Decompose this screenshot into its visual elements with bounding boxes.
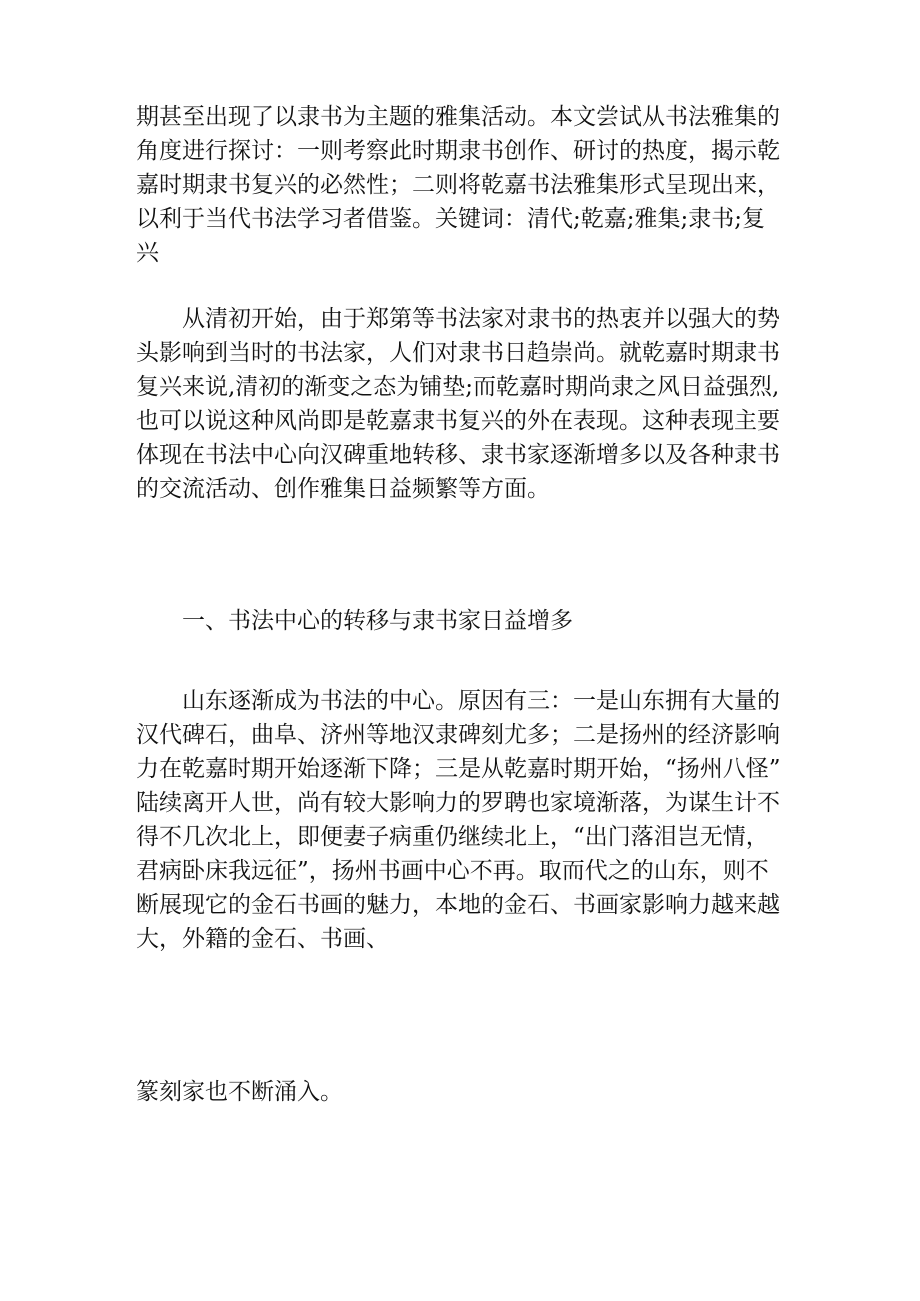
text-line: 君病卧床我远征”，扬州书画中心不再。取而代之的山东，则不 [136, 858, 769, 884]
text-line: 从清初开始，由于郑第等书法家对隶书的热衷并以强大的势 [136, 306, 780, 332]
text-line: 断展现它的金石书画的魅力，本地的金石、书画家影响力越来越 [136, 892, 780, 918]
text-line: 也可以说这种风尚即是乾嘉隶书复兴的外在表现。这种表现主要 [136, 408, 780, 434]
text-line: 力在乾嘉时期开始逐渐下降；三是从乾嘉时期开始，“扬州八怪” [136, 756, 781, 782]
section-heading [136, 604, 796, 638]
text-line: 篆刻家也不断涌入。 [136, 1079, 343, 1105]
text-line: 嘉时期隶书复兴的必然性；二则将乾嘉书法雅集形式呈现出来， [136, 172, 780, 198]
body-paragraph [136, 1075, 796, 1109]
text-line: 汉代碑石，曲阜、济州等地汉隶碑刻尤多；二是扬州的经济影响 [136, 722, 780, 748]
text-line: 的交流活动、创作雅集日益频繁等方面。 [136, 476, 550, 502]
text-line: 兴 [136, 240, 159, 266]
text-line: 以利于当代书法学习者借鉴。关键词：清代;乾嘉;雅集;隶书;复 [136, 206, 765, 232]
text-line: 山东逐渐成为书法的中心。原因有三：一是山东拥有大量的 [136, 688, 780, 714]
abstract-paragraph [136, 100, 796, 270]
text-line: 陆续离开人世，尚有较大影响力的罗聘也家境渐落，为谋生计不 [136, 790, 780, 816]
text-line: 体现在书法中心向汉碑重地转移、隶书家逐渐增多以及各种隶书 [136, 442, 780, 468]
text-line: 角度进行探讨：一则考察此时期隶书创作、研讨的热度，揭示乾 [136, 138, 780, 164]
body-paragraph [136, 302, 796, 506]
text-line: 头影响到当时的书法家，人们对隶书日趋崇尚。就乾嘉时期隶书 [136, 340, 780, 366]
text-line: 大，外籍的金石、书画、 [136, 926, 389, 952]
text-line: 复兴来说,清初的渐变之态为铺垫;而乾嘉时期尚隶之风日益强烈, [136, 374, 780, 400]
heading-text: 一、书法中心的转移与隶书家日益增多 [136, 608, 573, 634]
body-paragraph [136, 684, 796, 956]
text-line: 得不几次北上，即便妻子病重仍继续北上，“出门落泪岂无情， [136, 824, 769, 850]
text-line: 期甚至出现了以隶书为主题的雅集活动。本文尝试从书法雅集的 [136, 104, 780, 130]
